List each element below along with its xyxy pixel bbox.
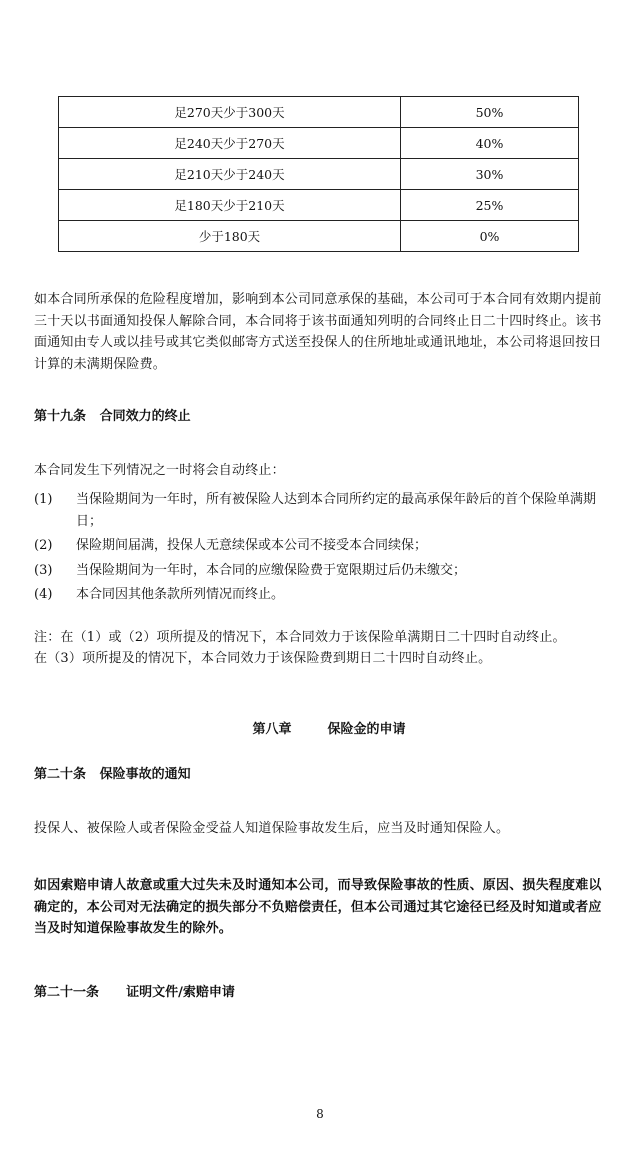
list-item-text: 当保险期间为一年时，所有被保险人达到本合同所约定的最高承保年龄后的首个保险单满期日；	[76, 492, 597, 529]
table-cell-period: 足240天少于270天	[59, 128, 401, 159]
table-cell-rate: 30%	[401, 159, 579, 190]
list-item-number: (4)	[34, 587, 53, 602]
list-item	[34, 560, 614, 582]
list-item	[34, 584, 614, 606]
table-row	[59, 190, 579, 221]
termination-note-line-1: 注：在（1）或（2）项所提及的情况下，本合同效力于该保险单满期日二十四时自动终止。	[34, 630, 566, 645]
article-19-heading: 第十九条 合同效力的终止	[34, 409, 191, 424]
table-row	[59, 221, 579, 252]
risk-increase-paragraph: 如本合同所承保的危险程度增加，影响到本公司同意承保的基础，本公司可于本合同有效期内提前三十天以书面通知投保人解除合同，本合同将于该书面通知列明的合同终止日二十四时终止。该书面通知由专人或以挂号或其它类似邮寄方式送至投保人的住所地址或通讯地址，本公司将退回按日计算的未满期保险费。	[34, 292, 602, 372]
article-20-heading: 第二十条 保险事故的通知	[34, 767, 191, 782]
late-notification-paragraph: 如因索赔申请人故意或重大过失未及时通知本公司，而导致保险事故的性质、原因、损失程度难以确定的，本公司对无法确定的损失部分不负赔偿责任，但本公司通过其它途径已经及时知道或者应当及时知道保险事故发生的除外。	[34, 878, 602, 936]
table-cell-rate: 50%	[401, 97, 579, 128]
list-item-number: (2)	[34, 538, 53, 553]
table-row	[59, 128, 579, 159]
list-item	[34, 535, 614, 557]
table-cell-period: 足180天少于210天	[59, 190, 401, 221]
table-row	[59, 159, 579, 190]
refund-rate-table	[58, 96, 579, 252]
list-item-text: 当保险期间为一年时，本合同的应缴保险费于宽限期过后仍未缴交；	[76, 562, 467, 578]
list-item-number: (3)	[34, 562, 53, 578]
table-cell-rate: 25%	[401, 190, 579, 221]
table-cell-period: 足210天少于240天	[59, 159, 401, 190]
chapter-title: 保险金的申请	[327, 722, 406, 737]
list-item	[34, 489, 614, 532]
table-cell-period: 少于180天	[59, 221, 401, 252]
page-number: 8	[316, 1107, 324, 1121]
list-item-number: (1)	[34, 492, 53, 507]
list-item-text: 本合同因其他条款所列情况而终止。	[76, 587, 285, 602]
list-item-text: 保险期间届满，投保人无意续保或本公司不接受本合同续保；	[76, 538, 428, 553]
chapter-heading	[0, 703, 640, 752]
table-cell-period: 足270天少于300天	[59, 97, 401, 128]
article-21-heading: 第二十一条 证明文件/索赔申请	[34, 985, 235, 1000]
notification-paragraph: 投保人、被保险人或者保险金受益人知道保险事故发生后，应当及时通知保险人。	[34, 821, 510, 836]
termination-note-line-2: 在（3）项所提及的情况下，本合同效力于该保险费到期日二十四时自动终止。	[34, 651, 492, 666]
table-cell-rate: 0%	[401, 221, 579, 252]
table-row	[59, 97, 579, 128]
article-19-intro: 本合同发生下列情况之一时将会自动终止：	[34, 463, 285, 478]
chapter-number: 第八章	[252, 722, 292, 737]
termination-conditions-list	[34, 489, 614, 609]
table-cell-rate: 40%	[401, 128, 579, 159]
